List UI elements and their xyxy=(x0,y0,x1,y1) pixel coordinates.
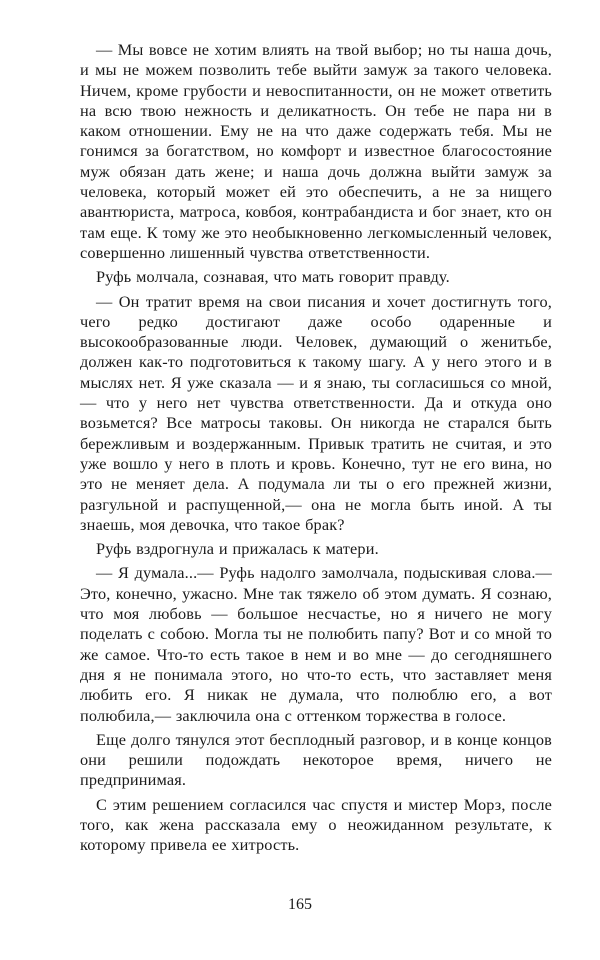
paragraph-ruth-silent: Руфь молчала, сознавая, что мать говорит правду. xyxy=(96,267,450,287)
paragraph-ruth-reply: — Я думала...— Руфь надолго замолчала, подыскивая слова.— Это, конечно, ужасно. Мне так тяжело об этом думать. Я сознаю, что моя любовь — большое несчастье, но я ничего не могу поделать с собою. Могла ты не полюбить папу? Вот и со мной то же самое. Что-то есть такое в нем и во мне — до сегодняшнего дня я не понимала этого, но что-то есть, что заставляет меня любить его. Я никак не думала, что полюблю его, а вот полюбила,— заключила она с оттенком торжества в голосе. xyxy=(80,563,552,725)
paragraph-conversation-end: Еще долго тянулся этот бесплодный разговор, и в конце концов они решили подождать некоторое время, ничего не предпринимая. xyxy=(80,729,552,790)
page-body xyxy=(80,40,552,860)
paragraph-mother-continues: — Он тратит время на свои писания и хочет достигнуть того, чего редко достигают даже особо одаренные и высокообразованные люди. Человек, думающий о женитьбе, должен как-то подготовиться к такому шагу. А у него этого и в мыслях нет. Я уже сказала — и я знаю, ты согласишься со мной,— что у него нет чувства ответственности. Да и откуда оно возьмется? Все матросы таковы. Он никогда не старался быть бережливым и воздержанным. Привык тратить не считая, и это уже вошло у него в плоть и кровь. Конечно, тут не его вина, но это не меняет дела. А подумала ли ты о его прежней жизни, разгульной и распущенной,— она не могла быть иной. А ты знаешь, моя девочка, что такое брак? xyxy=(80,291,552,534)
paragraph-ruth-shudders: Руфь вздрогнула и прижалась к матери. xyxy=(96,539,379,559)
paragraph-mister-morse: С этим решением согласился час спустя и мистер Морз, после того, как жена рассказала ему о неожиданном результате, к которому привела ее хитрость. xyxy=(80,794,552,855)
page-number: 165 xyxy=(288,896,312,913)
paragraph-mother-speech: — Мы вовсе не хотим влиять на твой выбор; но ты наша дочь, и мы не можем позволить тебе выйти замуж за такого человека. Ничем, кроме грубости и невоспитанности, он не может ответить на всю твою нежность и деликатность. Он тебе не пара ни в каком отношении. Ему не на что даже содержать тебя. Мы не гонимся за богатством, но комфорт и известное благосостояние муж обязан дать жене; и наша дочь должна выйти замуж за человека, который может ей это обеспечить, а не за нищего авантюриста, матроса, ковбоя, контрабандиста и бог знает, кто он там еще. К тому же это необыкновенно легкомысленный человек, совершенно лишенный чувства ответственности. xyxy=(80,40,552,262)
